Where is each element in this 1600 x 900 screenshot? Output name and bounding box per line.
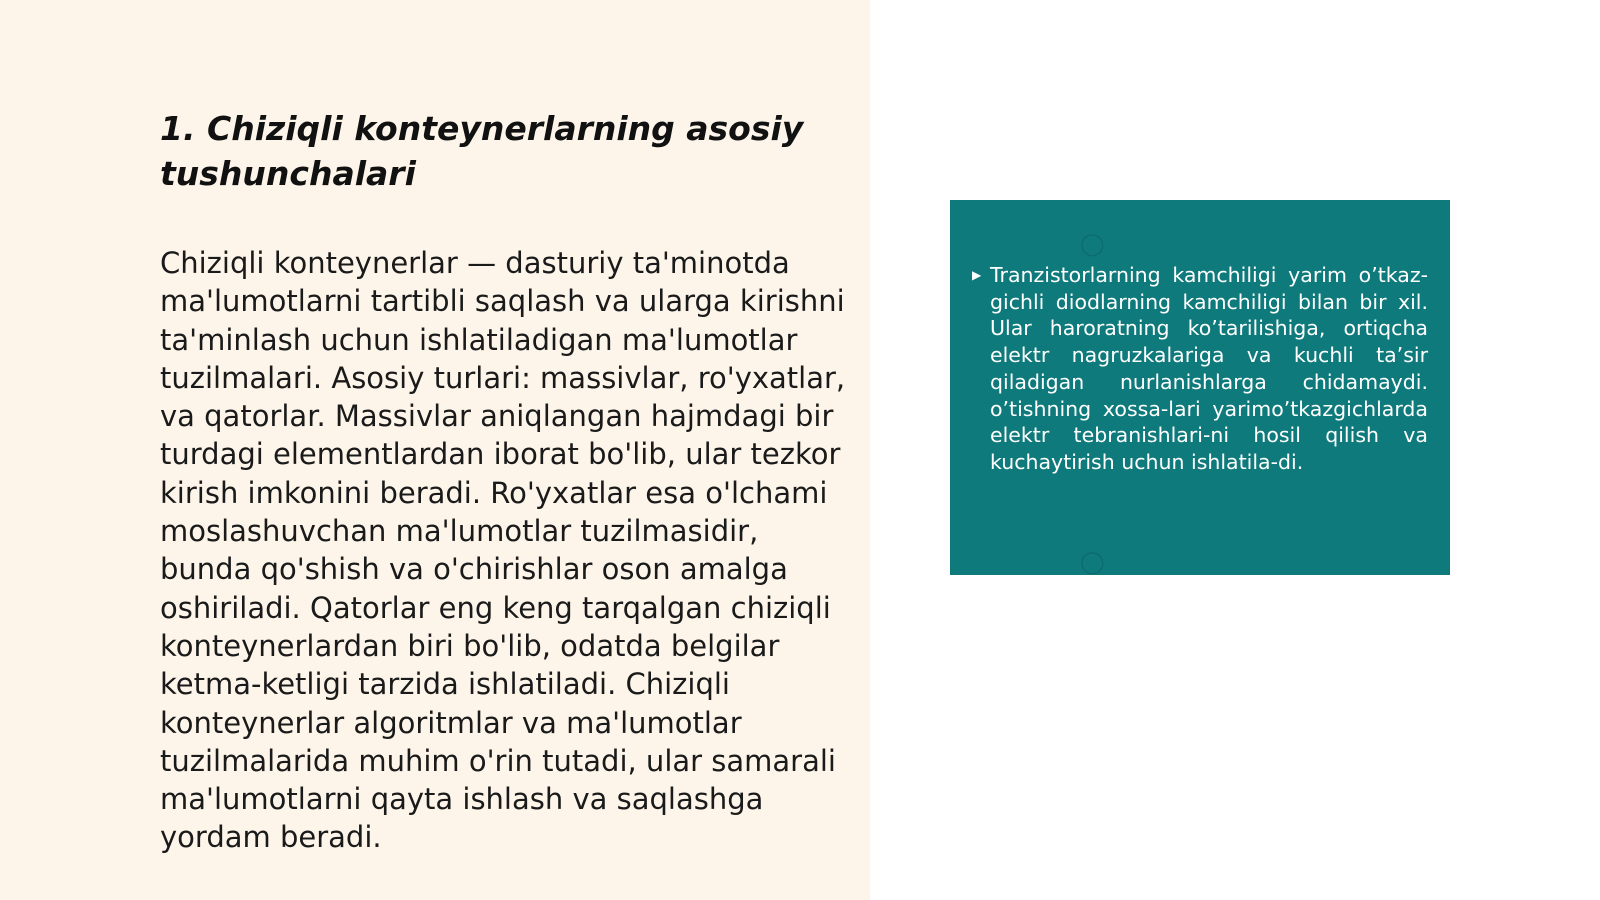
note-bullet-text: Tranzistorlarning kamchiligi yarim o’tkaz-gichli diodlarning kamchiligi bilan bir xil. Ular haroratning ko’tarilishiga, ortiqcha elektr nagruzkalariga va kuchli ta’sir qiladigan nurlanishlarga chidamaydi. o’tishning xossa-lari yarimo’tkazgichlarda elektr tebranishlari-ni hosil qilish va kuchaytirish uchun ishlatila-di. — [990, 263, 1428, 474]
triangle-right-icon: ▶ — [972, 268, 982, 282]
note-box — [950, 200, 1450, 575]
background-watermark-shape: ◯ — [1080, 232, 1105, 257]
slide-title: 1. Chiziqli konteynerlarning asosiy tushunchalari — [160, 109, 804, 193]
background-watermark-shape: ◯ — [1080, 550, 1105, 575]
note-bullet — [972, 262, 1428, 476]
slide-body-text: Chiziqli konteynerlar — dasturiy ta'minotda ma'lumotlarni tartibli saqlash va ularga kirishni ta'minlash uchun ishlatiladigan ma'lumotlar tuzilmalari. Asosiy turlari: massivlar, ro'yxatlar, va qatorlar. Massivlar aniqlangan hajmdagi bir turdagi elementlardan iborat bo'lib, ular tezkor kirish imkonini beradi. Ro'yxatlar esa o'lchami moslashuvchan ma'lumotlar tuzilmasidir, bunda qo'shish va o'chirishlar oson amalga oshiriladi. Qatorlar eng keng tarqalgan chiziqli konteynerlardan biri bo'lib, odatda belgilar ketma-ketligi tarzida ishlatiladi. Chiziqli konteynerlar algoritmlar va ma'lumotlar tuzilmalarida muhim o'rin tutadi, ular samarali ma'lumotlarni qayta ishlash va saqlashga yordam beradi. — [160, 246, 846, 855]
